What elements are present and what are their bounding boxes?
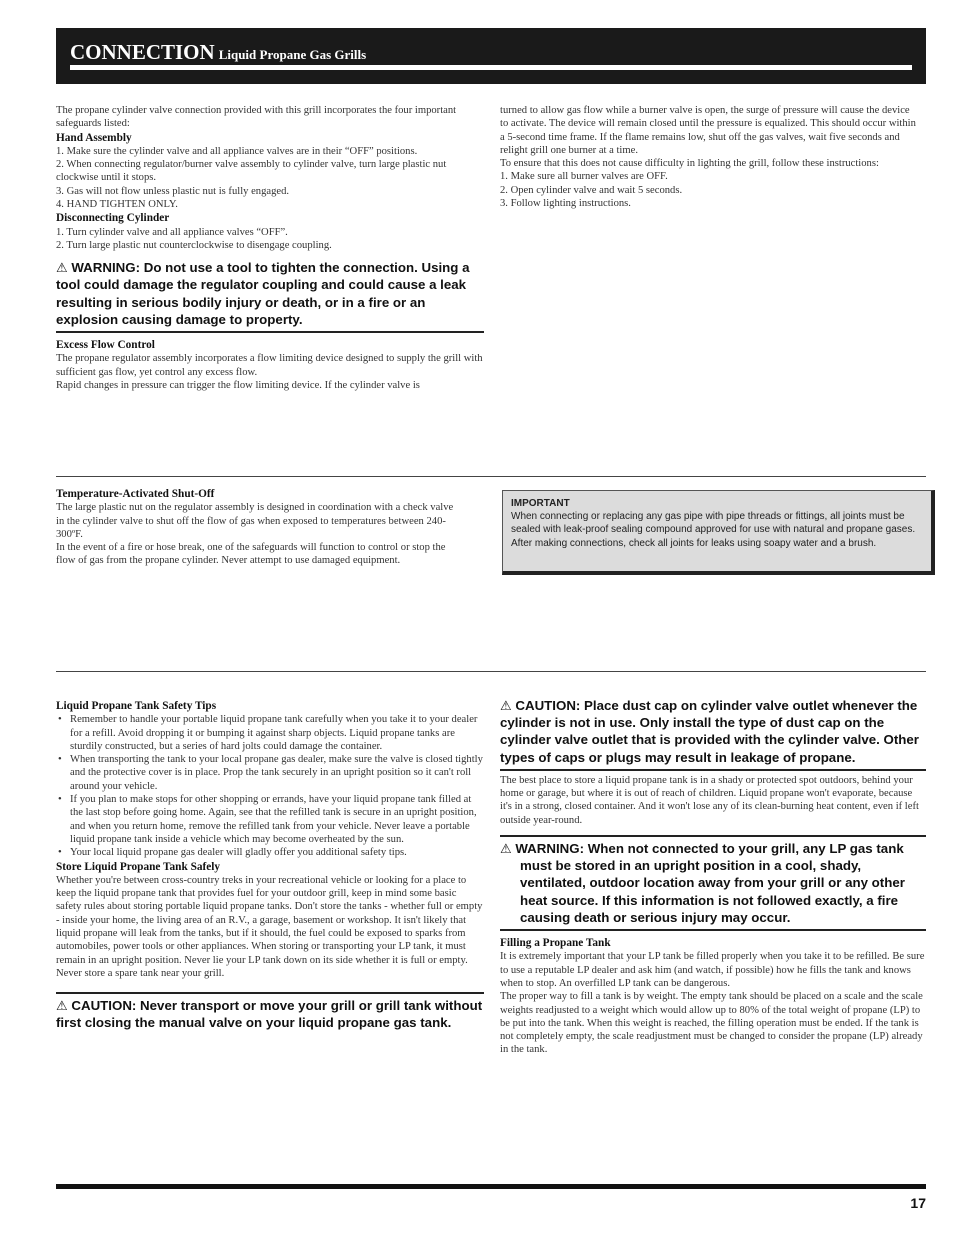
- connection-column: [56, 104, 484, 392]
- footer-rule: [56, 1184, 926, 1189]
- section-divider: [56, 671, 926, 672]
- dust-cap-caution-text: CAUTION: Place dust cap on cylinder valve outlet whenever the cylinder is not in use. Only install the type of dust cap on the cylinder valve outlet that is provided with the cylinder valve. Other types of caps or plugs may result in leakage of propane.: [500, 698, 919, 765]
- tool-warning: [56, 257, 484, 333]
- section-subtitle: Liquid Propane Gas Grills: [218, 47, 367, 62]
- excess-flow-text-2: Rapid changes in pressure can trigger the flow limiting device. If the cylinder valve is: [56, 379, 420, 391]
- page-header: [56, 28, 926, 84]
- excess-flow-continued: [500, 104, 918, 210]
- filling-heading: Filling a Propane Tank: [500, 937, 611, 950]
- filling-text-2: The proper way to fill a tank is by weight. The empty tank should be placed on a scale and the scale weights readjusted to a weight which would allow up to 80% of the total weight of propane (LP) to be put into the tank. When this weight is reached, the filling operation must be ended. If the tank is not completely empty, the scale readjustment must be changed to consider the propane (LP) already in the tank.: [500, 991, 923, 1056]
- lighting-step: 3. Follow lighting instructions.: [500, 198, 631, 210]
- safety-tip: • If you plan to make stops for other shopping or errands, have your liquid propane tank filled at the last stop before going home. Again, see that the refilled tank is secure in an upright position, and when you return home, remove the refilled tank from your vehicle. Never leave a portable liquid propane tank inside a vehicle which may become overheated by the sun.: [56, 793, 484, 846]
- caution-triangle-icon: ⚠: [56, 998, 68, 1014]
- safety-tips-heading: Liquid Propane Tank Safety Tips: [56, 700, 217, 712]
- temperature-shutoff: [56, 487, 456, 568]
- excess-flow-text: The propane regulator assembly incorporates a flow limiting device designed to supply the grill with sufficient gas flow, yet control any excess flow.: [56, 353, 483, 378]
- intro-text: The propane cylinder valve connection provided with this grill incorporates the four important safeguards listed:: [56, 105, 457, 130]
- excess-flow-continued-text: turned to allow gas flow while a burner valve is open, the surge of pressure will cause the device to activate. The device will remain closed until the pressure is equalized. This should occur within a 5-second time frame. If the flame remains low, shut off the gas valves, wait five seconds and relight grill one burner at a time.: [500, 105, 916, 156]
- transport-caution: [56, 992, 484, 1031]
- tank-storage-column: [500, 697, 926, 1057]
- hand-assembly-step: 4. HAND TIGHTEN ONLY.: [56, 199, 178, 211]
- important-text: When connecting or replacing any gas pipe with pipe threads or fittings, all joints must be sealed with leak-proof sealing compound approved for use with natural and propane gases. After making connections, check all joints for leaks using soapy water and a brush.: [511, 511, 916, 549]
- hand-assembly-step: 2. When connecting regulator/burner valve assembly to cylinder valve, turn large plastic nut clockwise until it stops.: [56, 159, 447, 184]
- caution-triangle-icon: ⚠: [500, 698, 512, 713]
- tank-safety-column: [56, 699, 484, 1032]
- temperature-shutoff-heading: Temperature-Activated Shut-Off: [56, 488, 215, 500]
- section-divider: [56, 476, 926, 477]
- store-tank-heading: Store Liquid Propane Tank Safely: [56, 860, 221, 873]
- header-rule: [70, 65, 912, 70]
- dust-cap-caution: [500, 697, 926, 771]
- filling-text: It is extremely important that your LP tank be filled properly when you take it to be refilled. Be sure to use a reputable LP dealer and ask him (and watch, if possible) how he fills the tank and knows when to stop. An overfilled LP tank can be dangerous.: [500, 951, 925, 989]
- safety-tip: • Remember to handle your portable liquid propane tank carefully when you take it to your dealer for a refill. Avoid dropping it or bumping it against sharp objects. Liquid propane tanks are sturdily constructed, but a series of hard jolts could damage the container.: [56, 713, 484, 753]
- temperature-shutoff-text-2: In the event of a fire or hose break, one of the safeguards will function to control or stop the flow of gas from the propane cylinder. Never attempt to use damaged equipment.: [56, 542, 446, 567]
- hand-assembly-step: 1. Make sure the cylinder valve and all appliance valves are in their “OFF” positions.: [56, 145, 418, 157]
- section-title: CONNECTION: [70, 40, 215, 64]
- excess-flow-heading: Excess Flow Control: [56, 339, 155, 352]
- disconnect-step: 1. Turn cylinder valve and all appliance valves “OFF”.: [56, 226, 288, 238]
- safety-tip: • Your local liquid propane gas dealer will gladly offer you additional safety tips.: [56, 846, 484, 859]
- hand-assembly-step: 3. Gas will not flow unless plastic nut is fully engaged.: [56, 185, 290, 197]
- warning-triangle-icon: ⚠: [500, 841, 512, 856]
- important-title: IMPORTANT: [511, 498, 570, 509]
- temperature-shutoff-text: The large plastic nut on the regulator assembly is designed in coordination with a check valve in the cylinder valve to shut off the flow of gas when exposed to temperatures between 240-300ºF.: [56, 502, 454, 540]
- ensure-text: To ensure that this does not cause difficulty in lighting the grill, follow these instructions:: [500, 158, 879, 170]
- disconnect-heading: Disconnecting Cylinder: [56, 212, 170, 225]
- store-tank-text: Whether you're between cross-country treks in your recreational vehicle or looking for a place to keep the liquid propane tank that provides fuel for your outdoor grill, keep in mind some basic safety rules about storing portable liquid propane tanks. Don't store the tanks - whether full or empty - inside your home, the living area of an R.V., a garage, basement or workshop. It isn't likely that liquid propane will leak from the tanks, but if it should, the fuel could be exposed to sparks from automobiles, power tools or other appliances. When storing or transporting your LP tank, it must remain in an upright position. Never lie your LP tank down on its side whether it is full or empty. Never store a spare tank near your grill.: [56, 874, 483, 979]
- storage-text: The best place to store a liquid propane tank is in a shady or protected spot outdoors, behind your home or garage, but where it is out of reach of children. Liquid propane won't evaporate, because it's in a strong, closed container. And it won't lose any of its clean-burning heat content, even if left outside year-round.: [500, 774, 919, 826]
- warning-triangle-icon: ⚠: [56, 260, 68, 276]
- storage-warning-text: WARNING: When not connected to your grill, any LP gas tank must be stored in an upright position in a cool, shady, ventilated, outdoor location away from your grill or any other heat source. If this information is not followed exactly, a fire causing death or serious injury may occur.: [515, 841, 905, 925]
- lighting-step: 2. Open cylinder valve and wait 5 seconds.: [500, 184, 683, 196]
- lighting-step: 1. Make sure all burner valves are OFF.: [500, 171, 668, 183]
- tool-warning-text: WARNING: Do not use a tool to tighten the connection. Using a tool could damage the regulator coupling and could cause a leak resulting in serious bodily injury or death, or in a fire or an explosion causing damage to property.: [56, 260, 470, 327]
- page-number: 17: [910, 1195, 926, 1211]
- safety-tips-list: [56, 713, 484, 859]
- transport-caution-text: CAUTION: Never transport or move your grill or grill tank without first closing the manual valve on your liquid propane gas tank.: [56, 998, 483, 1031]
- storage-warning: [500, 835, 926, 931]
- safety-tip: • When transporting the tank to your local propane gas dealer, make sure the valve is closed tightly and the protective cover is in place. Prop the tank securely in an upright position so it can't roll around your vehicle.: [56, 753, 484, 793]
- hand-assembly-heading: Hand Assembly: [56, 131, 132, 144]
- important-notice: [502, 490, 935, 575]
- disconnect-step: 2. Turn large plastic nut counterclockwise to disengage coupling.: [56, 239, 332, 251]
